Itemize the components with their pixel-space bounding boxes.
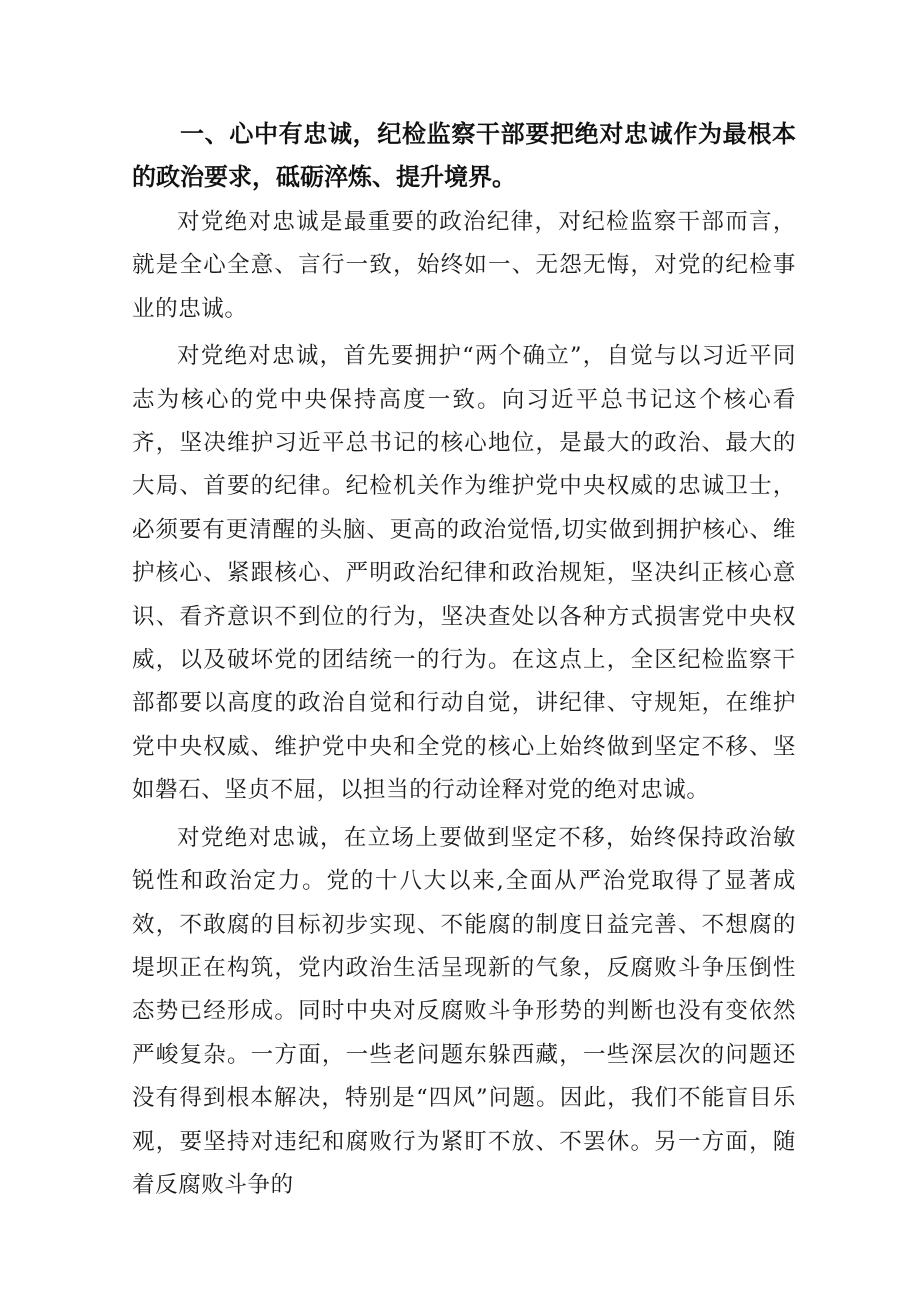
section-heading: 一、心中有忠诚，纪检监察干部要把绝对忠诚作为最根本的政治要求，砥砺淬炼、提升境界。 <box>132 120 796 191</box>
document-body <box>132 113 796 1207</box>
paragraph-2: 对党绝对忠诚，首先要拥护“两个确立”，自觉与以习近平同志为核心的党中央保持高度一致。向习近平总书记这个核心看齐，坚决维护习近平总书记的核心地位，是最大的政治、最大的大局、首要的纪律。纪检机关作为维护党中央权威的忠诚卫士，必须要有更清醒的头脑、更高的政治觉悟,切实做到拥护核心、维护核心、紧跟核心、严明政治纪律和政治规矩，坚决纠正核心意识、看齐意识不到位的行为，坚决查处以各种方式损害党中央权威，以及破坏党的团结统一的行为。在这点上，全区纪检监察干部都要以高度的政治自觉和行动自觉，讲纪律、守规矩，在维护党中央权威、维护党中央和全党的核心上始终做到坚定不移、坚如磐石、坚贞不屈，以担当的行动诠释对党的绝对忠诚。 <box>132 343 796 804</box>
paragraph-3: 对党绝对忠诚，在立场上要做到坚定不移，始终保持政治敏锐性和政治定力。党的十八大以来,全面从严治党取得了显著成效，不敢腐的目标初步实现、不能腐的制度日益完善、不想腐的堤坝正在构筑，党内政治生活呈现新的气象，反腐败斗争压倒性态势已经形成。同时中央对反腐败斗争形势的判断也没有变依然严峻复杂。一方面，一些老问题东躲西藏，一些深层次的问题还没有得到根本解决，特别是“四风”问题。因此，我们不能盲目乐观，要坚持对违纪和腐败行为紧盯不放、不罢休。另一方面，随着反腐败斗争的 <box>132 824 796 1198</box>
paragraph-1: 对党绝对忠诚是最重要的政治纪律，对纪检监察干部而言，就是全心全意、言行一致，始终如一、无怨无悔，对党的纪检事业的忠诚。 <box>132 209 796 322</box>
